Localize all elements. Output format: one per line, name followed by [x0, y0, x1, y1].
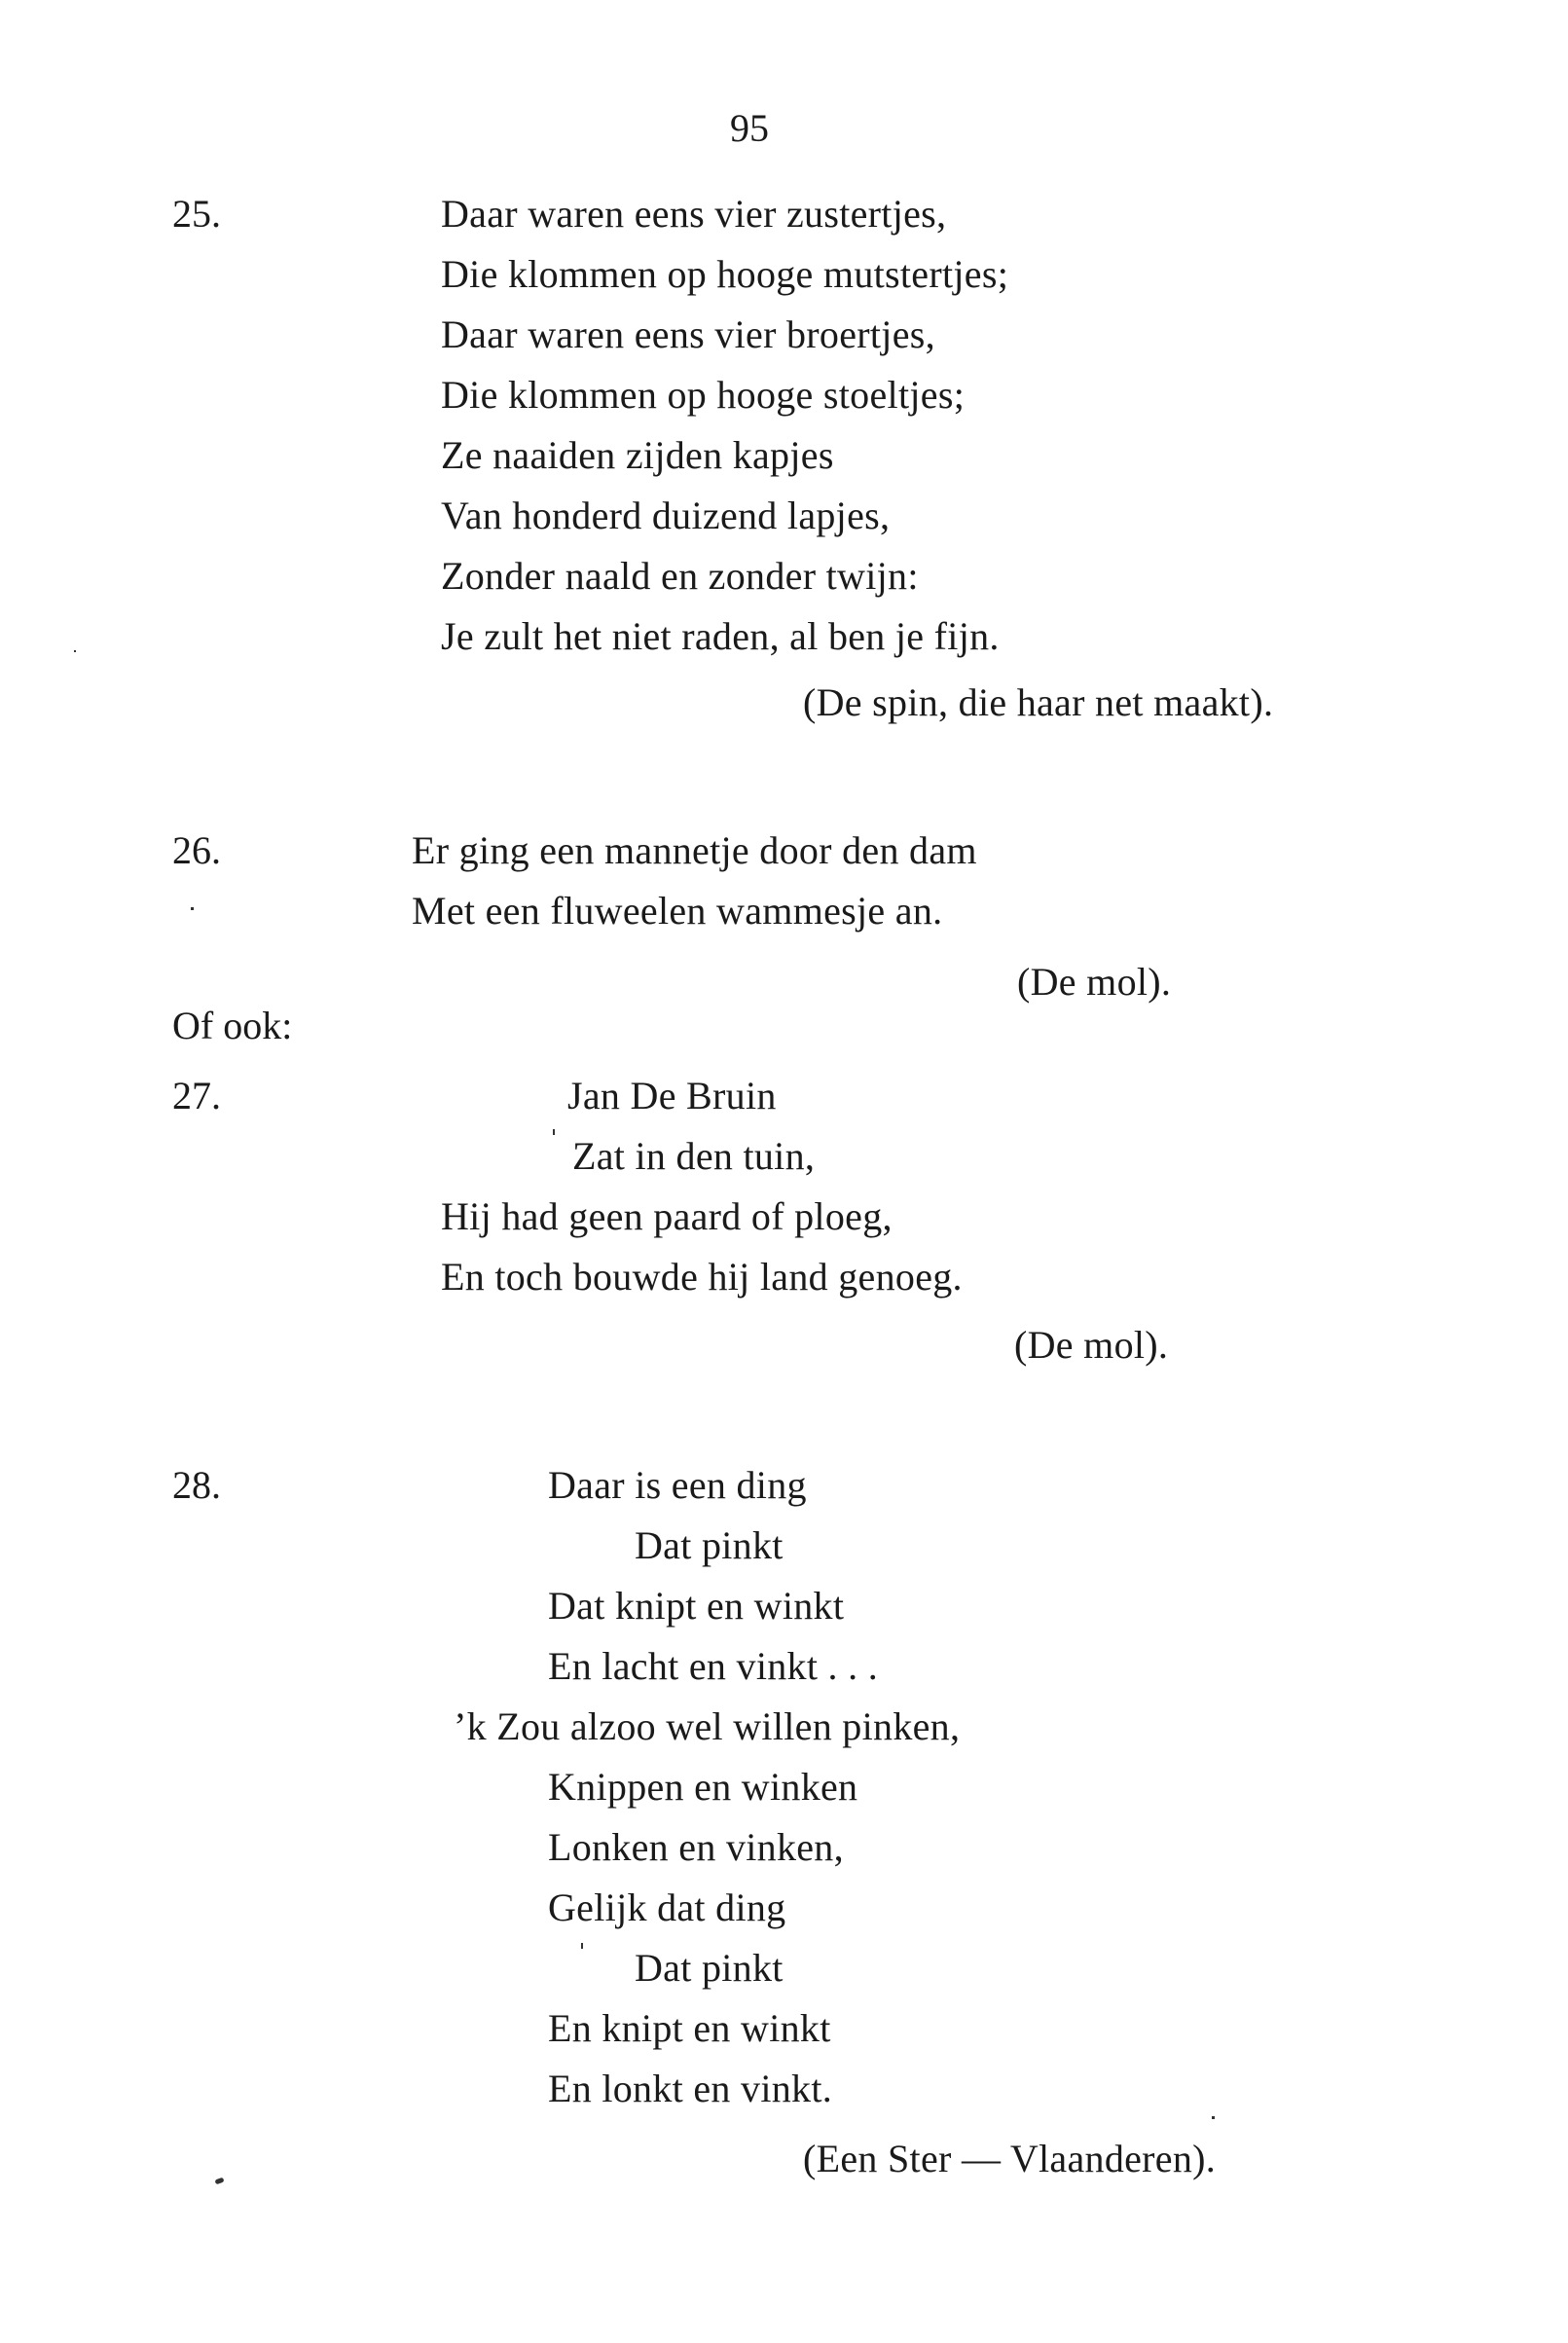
verse-line: Gelijk dat ding: [548, 1885, 786, 1929]
verse-line: ’k Zou alzoo wel willen pinken,: [454, 1704, 961, 1748]
scan-speck: [581, 1943, 583, 1949]
verse-line: Hij had geen paard of ploeg,: [441, 1194, 893, 1238]
verse-line: Van honderd duizend lapjes,: [441, 494, 891, 537]
verse-line: Die klommen op hooge mutstertjes;: [441, 252, 1009, 296]
scan-speck: [214, 2178, 224, 2185]
scan-speck: [191, 907, 194, 910]
verse-line: Zonder naald en zonder twijn:: [441, 554, 919, 598]
riddle-answer: (De mol).: [1017, 960, 1172, 1004]
verse-line: En lacht en vinkt . . .: [548, 1644, 879, 1688]
verse-line: Jan De Bruin: [567, 1074, 777, 1117]
verse-line: Knippen en winken: [548, 1765, 858, 1809]
verse-line: Dat pinkt: [635, 1946, 784, 1990]
verse-line: Je zult het niet raden, al ben je fijn.: [441, 614, 1000, 658]
riddle-number: 27.: [172, 1074, 221, 1117]
riddle-answer: (De mol).: [1014, 1323, 1169, 1367]
verse-line: Dat pinkt: [635, 1523, 784, 1567]
verse-line: En knipt en winkt: [548, 2006, 831, 2050]
verse-line: En toch bouwde hij land genoeg.: [441, 1255, 963, 1299]
verse-line: Daar waren eens vier zustertjes,: [441, 192, 947, 236]
verse-line: Daar waren eens vier broertjes,: [441, 312, 935, 356]
riddle-answer: (De spin, die haar net maakt).: [803, 680, 1274, 724]
riddle-answer: (Een Ster — Vlaanderen).: [803, 2137, 1217, 2180]
verse-line: Ze naaiden zijden kapjes: [441, 433, 834, 477]
verse-line: Er ging een mannetje door den dam: [412, 828, 977, 872]
verse-line: En lonkt en vinkt.: [548, 2067, 833, 2110]
verse-line: Met een fluweelen wammesje an.: [412, 889, 943, 933]
verse-line: Die klommen op hooge stoeltjes;: [441, 373, 966, 417]
riddle-number: 26.: [172, 828, 221, 872]
scan-speck: [1212, 2116, 1215, 2119]
riddle-intro: Of ook:: [172, 1004, 293, 1047]
riddle-number: 28.: [172, 1463, 221, 1507]
riddle-number: 25.: [172, 192, 221, 236]
scan-speck: [553, 1129, 555, 1135]
page-number: 95: [730, 106, 769, 150]
verse-line: Lonken en vinken,: [548, 1825, 844, 1869]
scan-speck: [74, 650, 76, 652]
verse-line: Zat in den tuin,: [572, 1134, 816, 1178]
verse-line: Daar is een ding: [548, 1463, 807, 1507]
verse-line: Dat knipt en winkt: [548, 1584, 845, 1628]
